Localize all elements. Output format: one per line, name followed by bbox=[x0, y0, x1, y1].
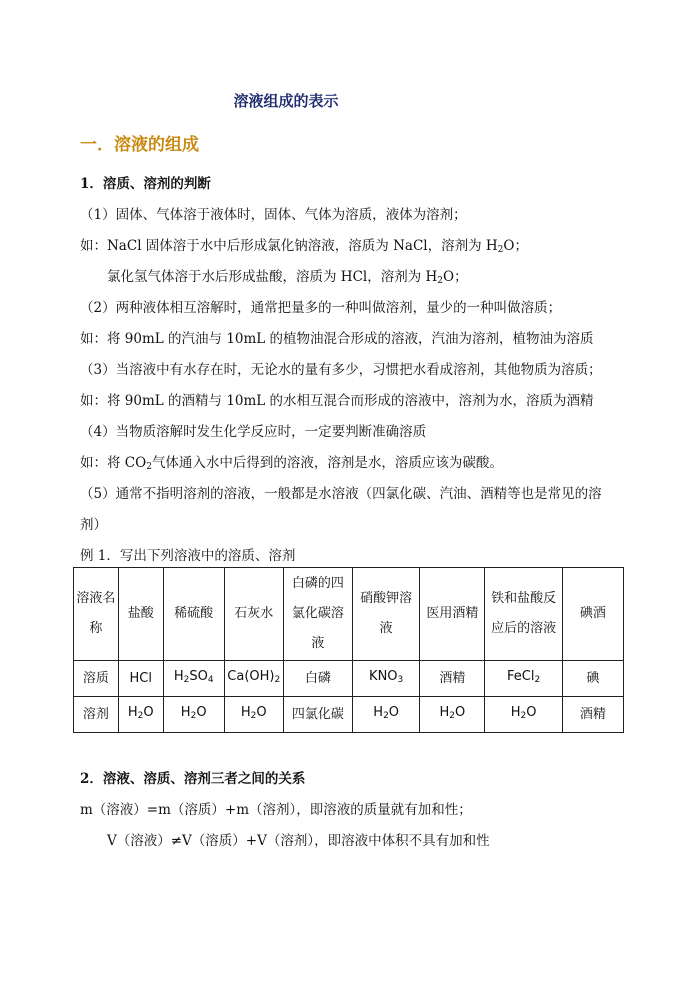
table-header-row bbox=[74, 568, 624, 661]
table-cell: $H_2SO_4$ bbox=[163, 661, 224, 697]
table-cell: $H_2O$ bbox=[163, 697, 224, 733]
table-header-cell: 白磷的四氯化碳溶液 bbox=[283, 568, 352, 661]
table-row bbox=[74, 661, 624, 697]
paragraph-line: 如：将 90mL 的酒精与 10mL 的水相互混合而形成的溶液中，溶剂为水，溶质为酒精 bbox=[80, 393, 594, 409]
table-header-cell: 稀硫酸 bbox=[163, 568, 224, 661]
table-cell: $H_2O$ bbox=[224, 697, 283, 733]
table-row-label: 溶剂 bbox=[74, 697, 119, 733]
paragraph-line: （5）通常不指明溶剂的溶液，一般都是水溶液（四氯化碳、汽油、酒精等也是常见的溶 bbox=[80, 486, 602, 502]
table-cell: FeCl$_2$ bbox=[485, 661, 562, 697]
paragraph-line: 剂） bbox=[80, 517, 107, 533]
table-cell: $H_2O$ bbox=[420, 697, 485, 733]
table-header-cell: 碘酒 bbox=[562, 568, 623, 661]
table-cell: HCl bbox=[118, 661, 163, 697]
paragraph-line: V（溶液）≠V（溶质）+V（溶剂），即溶液中体积不具有加和性 bbox=[107, 833, 490, 849]
table-cell: 酒精 bbox=[562, 697, 623, 733]
table-row bbox=[74, 697, 624, 733]
table-header-cell: 盐酸 bbox=[118, 568, 163, 661]
table-cell: $H_2O$ bbox=[118, 697, 163, 733]
paragraph-line: （3）当溶液中有水存在时，无论水的量有多少，习惯把水看成溶剂，其他物质为溶质； bbox=[80, 362, 602, 378]
table-cell: $H_2O$ bbox=[485, 697, 562, 733]
example-caption: 例 1．写出下列溶液中的溶质、溶剂 bbox=[80, 548, 296, 564]
paragraph-line: m（溶液）=m（溶质）+m（溶剂），即溶液的质量就有加和性； bbox=[80, 802, 472, 818]
paragraph-line: 如：NaCl 固体溶于水中后形成氯化钠溶液，溶质为 NaCl，溶剂为 $H_2O$； bbox=[80, 238, 528, 255]
table-cell: 白磷 bbox=[283, 661, 352, 697]
paragraph-line: （2）两种液体相互溶解时，通常把量多的一种叫做溶剂，量少的一种叫做溶质； bbox=[80, 300, 562, 316]
table-header-cell: 溶液名称 bbox=[74, 568, 119, 661]
subsection-heading-1: 1．溶质、溶剂的判断 bbox=[80, 176, 211, 192]
section-heading: 一．溶液的组成 bbox=[80, 135, 199, 155]
table-header-cell: 石灰水 bbox=[224, 568, 283, 661]
table-cell: $KNO_3$ bbox=[353, 661, 420, 697]
table-cell: 碘 bbox=[562, 661, 623, 697]
paragraph-line: （4）当物质溶解时发生化学反应时，一定要判断准确溶质 bbox=[80, 424, 427, 440]
table-cell: 四氯化碳 bbox=[283, 697, 352, 733]
paragraph-line: 如：将 $CO_2$气体通入水中后得到的溶液，溶剂是水，溶质应该为碳酸。 bbox=[80, 455, 503, 472]
table-cell: 酒精 bbox=[420, 661, 485, 697]
table-header-cell: 铁和盐酸反应后的溶液 bbox=[485, 568, 562, 661]
table-header-cell: 硝酸钾溶液 bbox=[353, 568, 420, 661]
table-cell: $H_2O$ bbox=[353, 697, 420, 733]
page-title: 溶液组成的表示 bbox=[233, 92, 339, 110]
paragraph-line: 氯化氢气体溶于水后形成盐酸，溶质为 HCl，溶剂为 $H_2O$； bbox=[107, 269, 468, 286]
table-header-cell: 医用酒精 bbox=[420, 568, 485, 661]
solution-table bbox=[73, 567, 624, 733]
paragraph-line: （1）固体、气体溶于液体时，固体、气体为溶质，液体为溶剂； bbox=[80, 207, 467, 223]
paragraph-line: 如：将 90mL 的汽油与 10mL 的植物油混合形成的溶液，汽油为溶剂，植物油为溶质 bbox=[80, 331, 594, 347]
table-cell: $Ca(OH)_2$ bbox=[224, 661, 283, 697]
table-row-label: 溶质 bbox=[74, 661, 119, 697]
subsection-heading-2: 2．溶液、溶质、溶剂三者之间的关系 bbox=[80, 771, 306, 787]
